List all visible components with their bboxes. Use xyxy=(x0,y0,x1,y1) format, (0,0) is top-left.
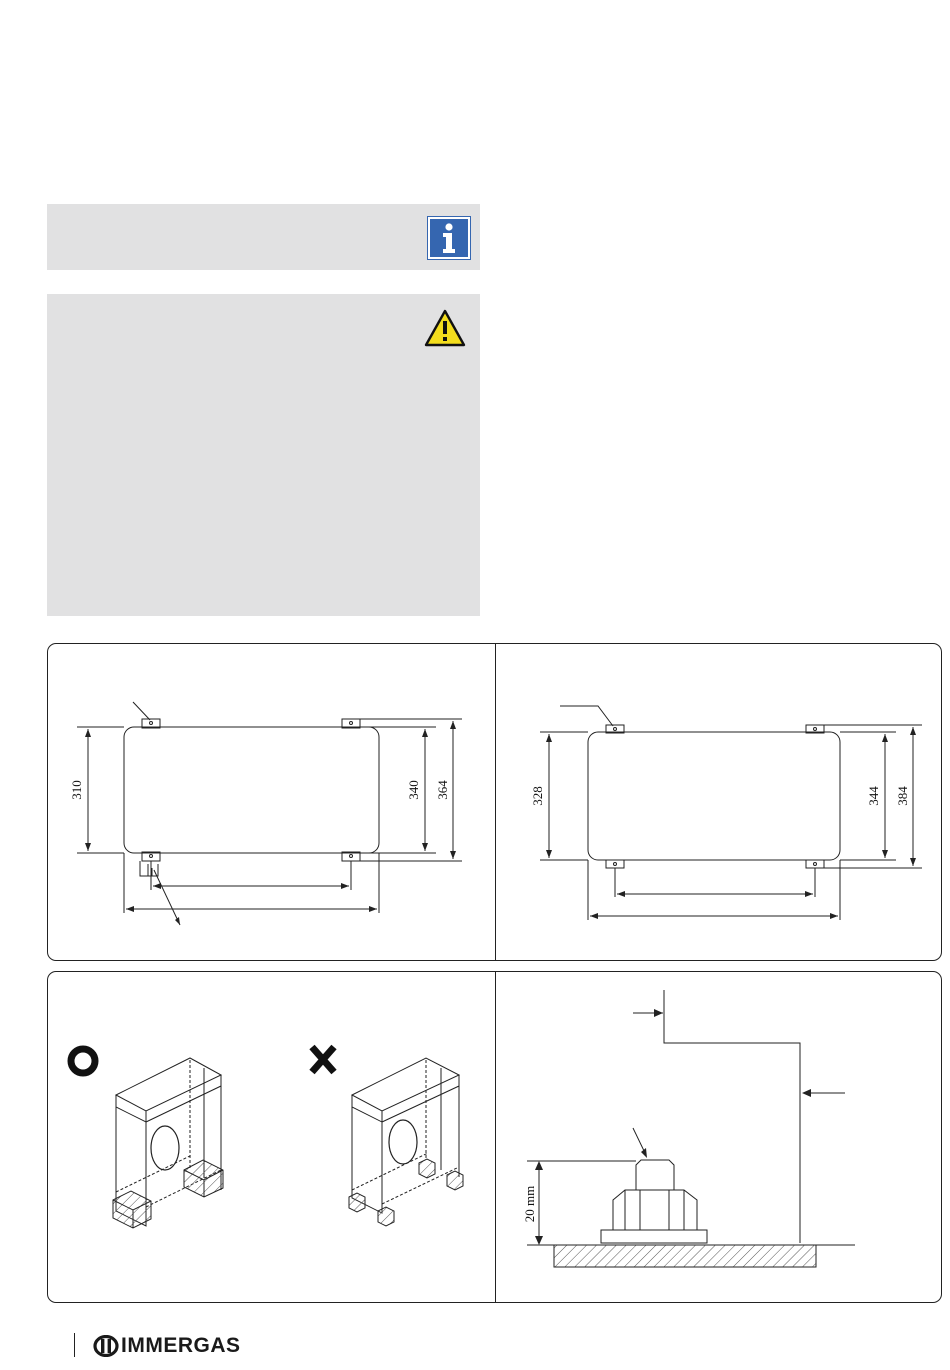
left-unit-height-mid: 340 xyxy=(406,780,421,800)
brand-name: IMMERGAS xyxy=(121,1334,241,1357)
footer-divider xyxy=(74,1333,75,1357)
unit-on-blocks-wrong xyxy=(352,1058,459,1213)
support-beams-correct xyxy=(113,1160,223,1228)
correct-circle-icon xyxy=(71,1049,95,1073)
brand-logo xyxy=(93,1334,241,1358)
anchor-detail xyxy=(527,990,855,1245)
right-unit-height-inner: 328 xyxy=(530,786,545,806)
floor-hatch xyxy=(554,1245,816,1267)
anchor-washer xyxy=(601,1230,707,1243)
right-unit-height-mid: 344 xyxy=(866,786,881,806)
immergas-logo-icon xyxy=(93,1335,119,1357)
wrong-cross-icon xyxy=(312,1047,334,1072)
anchor-height-label: 20 mm xyxy=(522,1185,537,1223)
anchor-bolt-end xyxy=(636,1160,674,1190)
left-unit-height-inner: 310 xyxy=(69,780,84,800)
right-unit-height-outer: 384 xyxy=(895,786,910,806)
left-unit-height-outer: 364 xyxy=(435,780,450,800)
